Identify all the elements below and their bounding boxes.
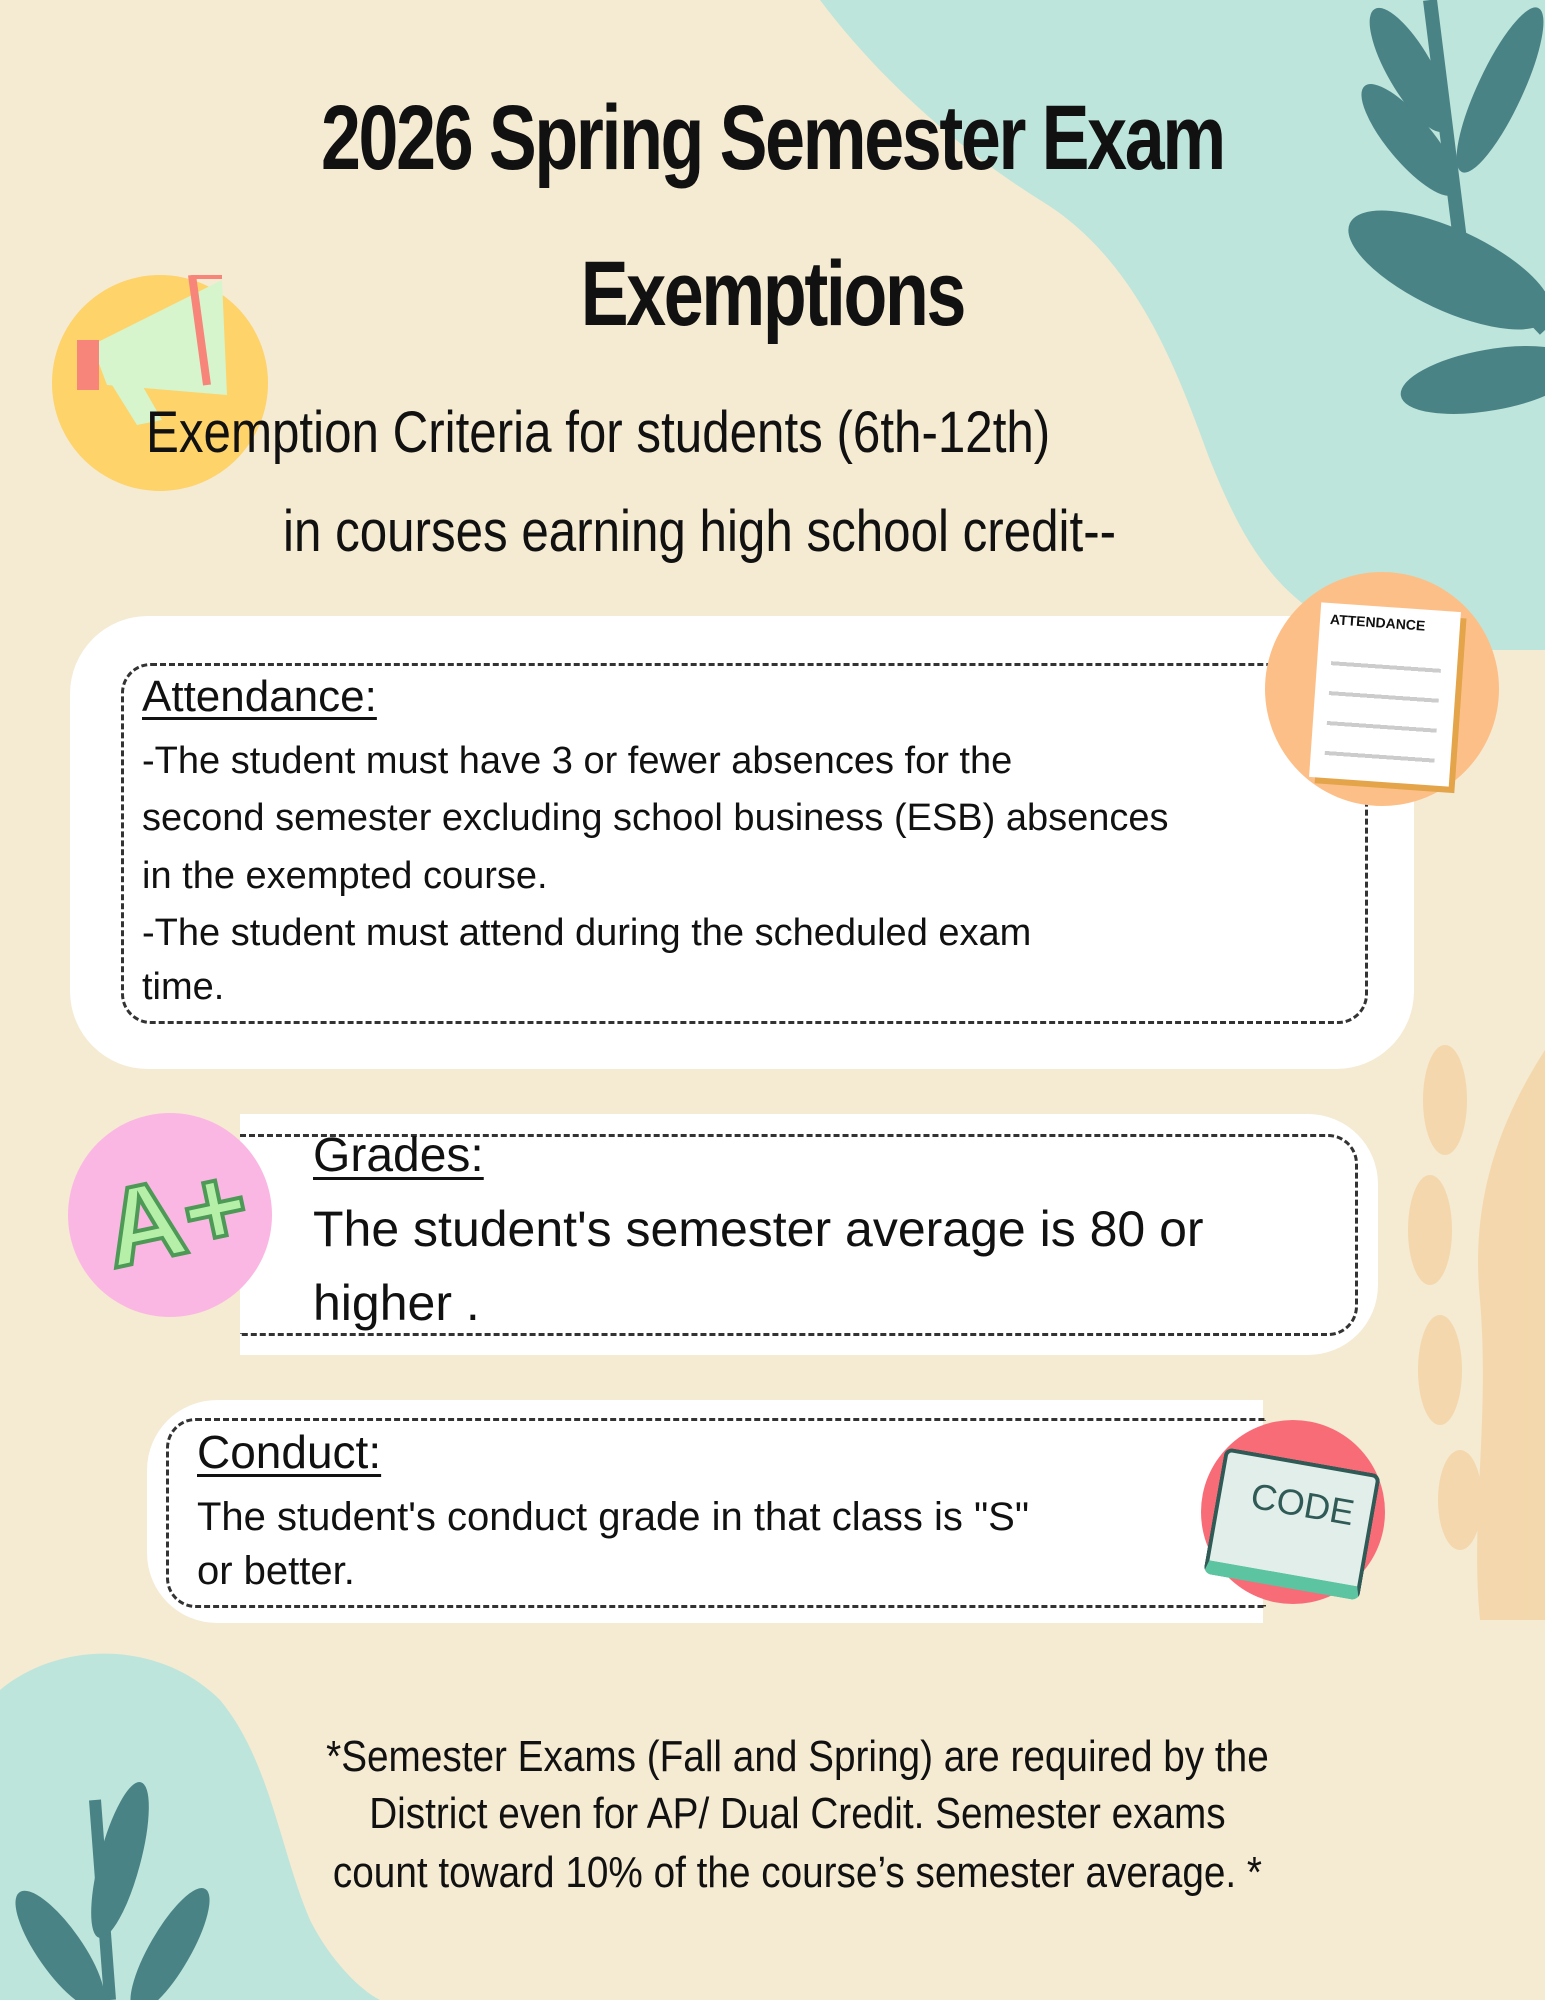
- code-book-text: CODE: [1247, 1474, 1358, 1534]
- grades-line: The student's semester average is 80 or: [313, 1201, 1204, 1257]
- page-title-line2: Exemptions: [580, 243, 965, 345]
- attendance-label: Attendance:: [142, 672, 377, 721]
- attendance-sheet-title: ATTENDANCE: [1329, 611, 1426, 634]
- conduct-label: Conduct:: [197, 1426, 382, 1478]
- footnote-line: *Semester Exams (Fall and Spring) are required by the: [326, 1732, 1269, 1781]
- grades-label: Grades:: [313, 1129, 484, 1182]
- subtitle-line1: Exemption Criteria for students (6th-12th): [146, 400, 1051, 465]
- grades-line: higher .: [313, 1275, 480, 1331]
- attendance-line: -The student must attend during the scheduled exam: [142, 912, 1032, 954]
- a-plus-icon: [68, 1113, 272, 1317]
- attendance-line: -The student must have 3 or fewer absences for the: [142, 740, 1013, 782]
- attendance-sheet-icon: [1265, 572, 1499, 806]
- conduct-line: or better.: [197, 1549, 355, 1593]
- footnote-line: District even for AP/ Dual Credit. Semester exams: [369, 1789, 1226, 1838]
- peach-leaf-decoration: [1408, 1045, 1545, 1620]
- subtitle-line2: in courses earning high school credit--: [283, 499, 1117, 564]
- conduct-line: The student's conduct grade in that class is "S": [197, 1495, 1030, 1539]
- page-title-line1: 2026 Spring Semester Exam: [320, 87, 1224, 189]
- attendance-line: second semester excluding school business (ESB) absences: [142, 797, 1169, 839]
- a-plus-glyph: A+: [92, 1141, 259, 1292]
- attendance-sheet-paper: [1309, 602, 1461, 786]
- code-book-glyph: [1203, 1447, 1381, 1600]
- attendance-sheet-rows: [1324, 643, 1442, 770]
- attendance-line: time.: [142, 966, 225, 1008]
- code-book-icon: [1201, 1420, 1385, 1604]
- footnote-line: count toward 10% of the course’s semester average. *: [332, 1848, 1262, 1897]
- attendance-line: in the exempted course.: [142, 855, 548, 897]
